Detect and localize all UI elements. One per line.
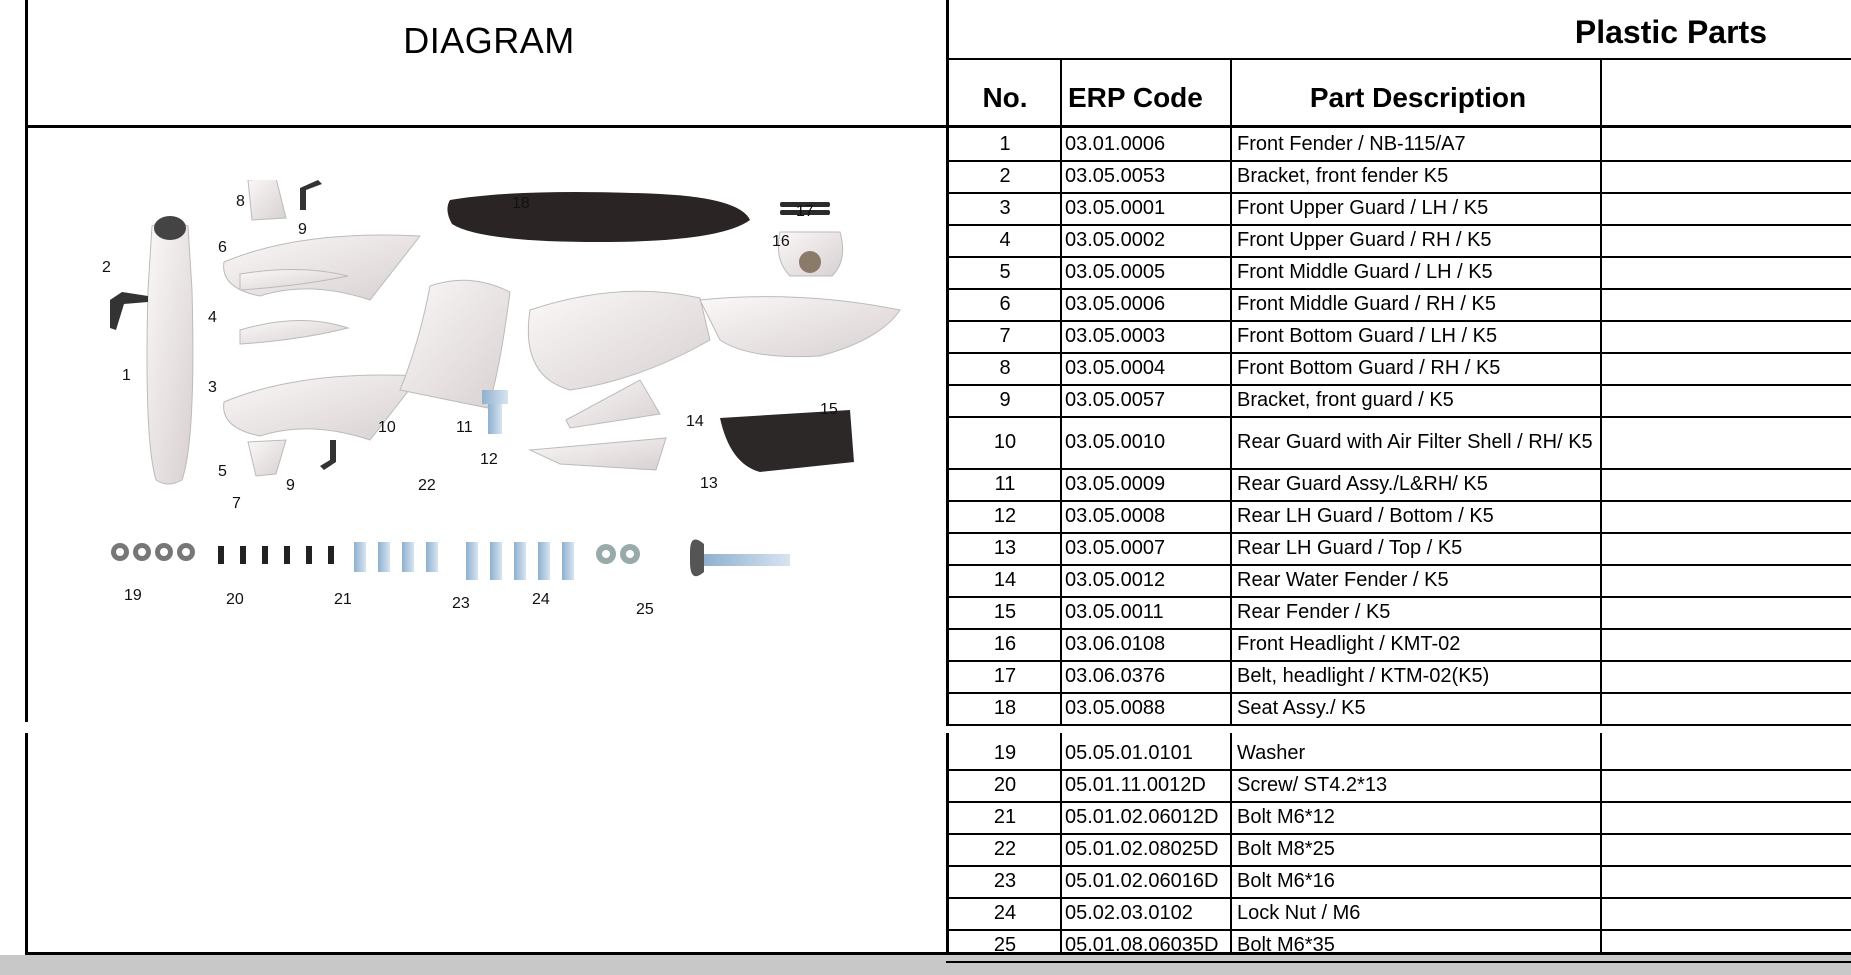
part-description: Bracket, front guard / K5 <box>1237 389 1454 411</box>
part-description: Front Upper Guard / RH / K5 <box>1237 229 1492 251</box>
callout-label: 19 <box>124 587 142 604</box>
table-row <box>950 596 1851 628</box>
washers-illustration <box>111 543 195 561</box>
part-description: Rear Guard Assy./L&RH/ K5 <box>1237 473 1488 495</box>
part-description: Bracket, front fender K5 <box>1237 165 1449 187</box>
callout-label: 25 <box>636 601 654 618</box>
row-number: 16 <box>993 633 1017 655</box>
erp-code: 03.05.0009 <box>1065 473 1166 495</box>
callout-label: 12 <box>480 451 498 468</box>
callout-label: 2 <box>102 259 111 276</box>
column-header-description: Part Description <box>1309 82 1527 113</box>
part-description: Front Fender / NB-115/A7 <box>1237 133 1466 155</box>
callout-label: 6 <box>218 239 227 256</box>
callout-label: 22 <box>418 477 436 494</box>
diagram-table-divider-lower <box>946 733 949 953</box>
bottom-guard-lh-illustration <box>248 440 286 476</box>
row-number: 20 <box>993 774 1017 796</box>
row-number: 7 <box>999 325 1011 347</box>
part-description: Bolt M6*12 <box>1237 806 1335 828</box>
middle-guard-rh-illustration <box>224 235 420 300</box>
table-row <box>950 416 1851 468</box>
erp-code: 03.05.0053 <box>1065 165 1166 187</box>
table-row <box>950 224 1851 256</box>
front-fender-illustration <box>147 222 193 484</box>
table-row <box>950 865 1851 897</box>
section-title-divider <box>946 58 1851 60</box>
part-description: Lock Nut / M6 <box>1237 902 1361 924</box>
part-description: Rear Guard with Air Filter Shell / RH/ K5 <box>1237 431 1593 453</box>
erp-code: 05.05.01.0101 <box>1065 742 1193 764</box>
table-row <box>950 628 1851 660</box>
erp-code: 05.01.02.06012D <box>1065 806 1219 828</box>
part-description: Front Middle Guard / RH / K5 <box>1237 293 1496 315</box>
callout-label: 11 <box>456 419 473 436</box>
callout-label: 7 <box>232 495 241 512</box>
table-row <box>950 468 1851 500</box>
table-row <box>950 769 1851 801</box>
callout-label: 10 <box>378 419 396 436</box>
row-number: 10 <box>993 431 1017 453</box>
callout-label: 4 <box>208 309 217 326</box>
callout-label: 17 <box>796 203 814 220</box>
table-row <box>950 384 1851 416</box>
callout-label: 20 <box>226 591 244 608</box>
callout-label: 16 <box>772 233 790 250</box>
exploded-parts-diagram <box>100 180 920 650</box>
erp-code: 03.05.0012 <box>1065 569 1166 591</box>
section-title: Plastic Parts <box>1574 14 1767 50</box>
callout-label: 18 <box>512 195 530 212</box>
diagram-table-divider <box>946 0 949 725</box>
callout-label: 23 <box>452 595 470 612</box>
row-number: 24 <box>993 902 1017 924</box>
part-description: Rear LH Guard / Bottom / K5 <box>1237 505 1494 527</box>
part-description: Bolt M8*25 <box>1237 838 1335 860</box>
callout-label: 1 <box>122 367 131 384</box>
erp-code: 03.05.0005 <box>1065 261 1166 283</box>
bottom-guard-rh-illustration <box>248 180 286 220</box>
row-number: 18 <box>993 697 1017 719</box>
part-description: Front Upper Guard / LH / K5 <box>1237 197 1489 219</box>
erp-code: 03.05.0057 <box>1065 389 1166 411</box>
row-number: 13 <box>993 537 1017 559</box>
part-description: Bolt M6*35 <box>1237 934 1335 956</box>
callout-label: 24 <box>532 591 550 608</box>
guard-bracket-top-illustration <box>300 180 322 210</box>
row-number: 15 <box>993 601 1017 623</box>
part-description: Belt, headlight / KTM-02(K5) <box>1237 665 1490 687</box>
rear-water-fender-illustration <box>720 410 854 472</box>
lock-nuts-illustration <box>596 544 640 564</box>
part-description: Rear Fender / K5 <box>1237 601 1391 623</box>
part-description: Rear LH Guard / Top / K5 <box>1237 537 1463 559</box>
frame-left-border-lower <box>25 733 28 955</box>
guard-bracket-bottom-illustration <box>320 440 336 470</box>
row-number: 25 <box>993 934 1017 956</box>
table-row <box>950 256 1851 288</box>
screws-illustration <box>218 546 334 564</box>
diagram-header: DIAGRAM <box>403 20 575 61</box>
rear-guard-assy-illustration <box>528 291 710 390</box>
callout-label: 21 <box>334 591 352 608</box>
table-row <box>950 737 1851 769</box>
erp-code: 03.05.0008 <box>1065 505 1166 527</box>
part-description: Front Headlight / KMT-02 <box>1237 633 1461 655</box>
erp-code: 05.01.08.06035D <box>1065 934 1219 956</box>
table-row <box>950 801 1851 833</box>
bolt-m8-illustration <box>488 402 502 434</box>
erp-code: 03.05.0004 <box>1065 357 1166 379</box>
rear-guard-air-filter-illustration <box>400 280 510 408</box>
part-description: Bolt M6*16 <box>1237 870 1335 892</box>
column-header-no: No. <box>982 82 1028 113</box>
erp-code: 03.05.0001 <box>1065 197 1166 219</box>
row-number: 4 <box>999 229 1011 251</box>
callout-label: 13 <box>700 475 718 492</box>
row-number: 23 <box>993 870 1017 892</box>
table-row <box>950 660 1851 692</box>
erp-code: 03.06.0108 <box>1065 633 1166 655</box>
callout-label: 5 <box>218 463 227 480</box>
callout-label: 9 <box>298 221 307 238</box>
upper-guard-lh-illustration <box>240 320 348 344</box>
callout-label: 14 <box>686 413 704 430</box>
column-header-erp: ERP Code <box>1068 82 1203 113</box>
row-number: 1 <box>999 133 1011 155</box>
table-row <box>950 692 1851 724</box>
row-number: 21 <box>993 806 1017 828</box>
table-row <box>950 833 1851 865</box>
row-number: 8 <box>999 357 1011 379</box>
bolts-m6-12-illustration <box>354 542 438 572</box>
erp-code: 03.05.0006 <box>1065 293 1166 315</box>
erp-code: 03.05.0007 <box>1065 537 1166 559</box>
part-description: Seat Assy./ K5 <box>1237 697 1366 719</box>
part-description: Front Middle Guard / LH / K5 <box>1237 261 1493 283</box>
erp-code: 05.01.02.08025D <box>1065 838 1219 860</box>
erp-code: 03.05.0011 <box>1065 601 1164 623</box>
erp-code: 03.05.0010 <box>1065 431 1166 453</box>
erp-code: 03.05.0088 <box>1065 697 1166 719</box>
row-number: 19 <box>993 742 1017 764</box>
row-divider <box>946 724 1851 726</box>
frame-left-border <box>25 0 28 722</box>
row-number: 11 <box>994 473 1016 495</box>
rear-lh-guard-top-illustration <box>530 438 666 470</box>
erp-code: 03.05.0003 <box>1065 325 1166 347</box>
row-number: 12 <box>993 505 1017 527</box>
row-number: 5 <box>999 261 1011 283</box>
row-number: 6 <box>999 293 1011 315</box>
diagram-header-divider <box>25 125 950 128</box>
table-row <box>950 532 1851 564</box>
table-row <box>950 128 1851 160</box>
row-number: 22 <box>993 838 1017 860</box>
seat-illustration <box>447 192 750 242</box>
erp-code: 05.01.02.06016D <box>1065 870 1219 892</box>
row-number: 2 <box>999 165 1011 187</box>
part-description: Screw/ ST4.2*13 <box>1237 774 1388 796</box>
row-number: 17 <box>993 665 1017 687</box>
table-row <box>950 929 1851 961</box>
part-description: Washer <box>1237 742 1306 764</box>
rear-fender-illustration <box>700 297 900 357</box>
callout-label: 15 <box>820 401 838 418</box>
erp-code: 05.02.03.0102 <box>1065 902 1193 924</box>
table-row <box>950 352 1851 384</box>
bolt-m6-35-illustration <box>690 540 704 577</box>
table-row <box>950 192 1851 224</box>
table-row <box>950 897 1851 929</box>
erp-code: 05.01.11.0012D <box>1065 774 1206 796</box>
row-divider <box>946 961 1851 963</box>
erp-code: 03.01.0006 <box>1065 133 1166 155</box>
bolts-m6-16-illustration <box>466 542 574 580</box>
callout-label: 8 <box>236 193 245 210</box>
table-row <box>950 500 1851 532</box>
part-description: Rear Water Fender / K5 <box>1237 569 1449 591</box>
erp-code: 03.06.0376 <box>1065 665 1166 687</box>
callout-label: 9 <box>286 477 295 494</box>
table-row <box>950 160 1851 192</box>
table-row <box>950 288 1851 320</box>
part-description: Front Bottom Guard / LH / K5 <box>1237 325 1498 347</box>
row-number: 14 <box>993 569 1017 591</box>
erp-code: 03.05.0002 <box>1065 229 1166 251</box>
callout-label: 3 <box>208 379 217 396</box>
table-row <box>950 320 1851 352</box>
row-number: 9 <box>999 389 1011 411</box>
part-description: Front Bottom Guard / RH / K5 <box>1237 357 1501 379</box>
row-number: 3 <box>999 197 1011 219</box>
table-row <box>950 564 1851 596</box>
fender-bracket-illustration <box>110 292 148 330</box>
